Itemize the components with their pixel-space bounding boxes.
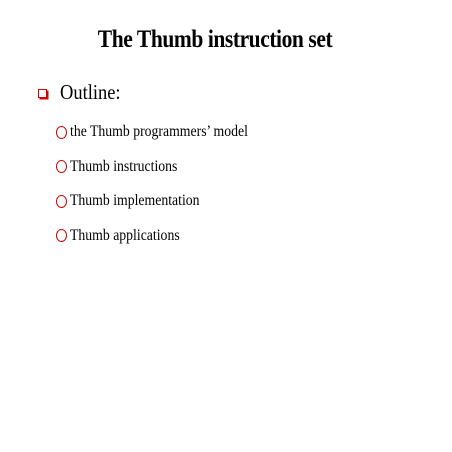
list-item-label: Thumb implementation [70,192,200,209]
list-item-label: Thumb instructions [70,157,178,175]
list-item [56,122,277,142]
ring-bullet-icon [56,229,67,242]
list-item [56,157,277,177]
slide-title: The Thumb instruction set [97,26,333,53]
outline-heading [38,79,129,105]
ring-bullet-icon [56,195,67,208]
list-item-label: the Thumb programmers’ model [70,123,248,140]
outline-label: Outline: [60,79,121,104]
list-item [56,226,277,246]
list-item [56,191,277,211]
ring-bullet-icon [56,126,67,139]
list-item-label: Thumb applications [70,226,180,244]
outline-list [56,122,277,260]
ring-bullet-icon [56,160,67,173]
square-bullet-icon [38,89,47,98]
